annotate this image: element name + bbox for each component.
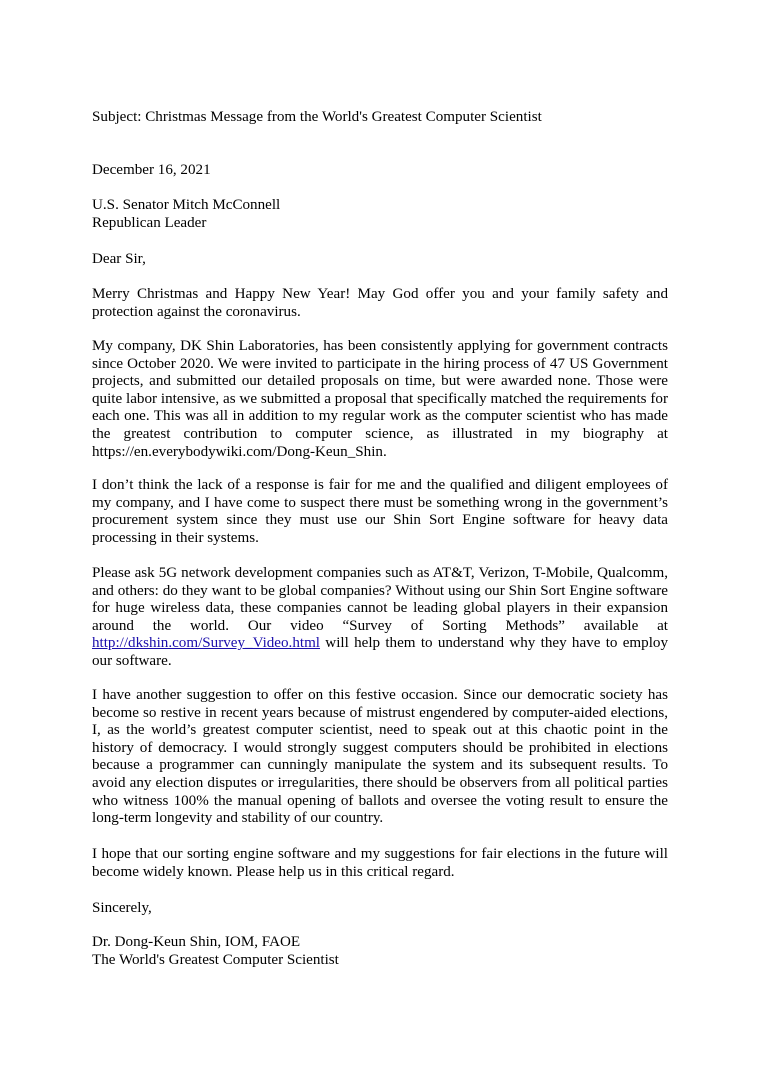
recipient-name: U.S. Senator Mitch McConnell <box>92 197 281 213</box>
letter-closing: Sincerely, <box>92 900 152 916</box>
paragraph-election-suggestion: I have another suggestion to offer on this festive occasion. Since our democratic society has become so restive in recent years because of mistrust engendered by computer-aided elections, I, as the world’s greatest computer scientist, need to speak out at this chaotic point in the history of democracy. I would strongly suggest computers should be prohibited in elections because a programmer can cunningly manipulate the system and its subsequent results. To avoid any election disputes or irregularities, there should be observers from all political parties who witness 100% the manual opening of ballots and oversee the voting result to ensure the long-term longevity and stability of our country. <box>92 687 668 827</box>
letter-subject: Subject: Christmas Message from the World's Greatest Computer Scientist <box>92 109 542 125</box>
survey-video-link[interactable]: http://dkshin.com/Survey_Video.html <box>92 635 321 652</box>
paragraph-5g-text-before: Please ask 5G network development companies such as AT&T, Verizon, T-Mobile, Qualcomm, and others: do they want to be global companies? Without using our Shin Sort Engine software for huge wireless data, these companies cannot be leading global players in their expansion around the world. Our video “Survey of Sorting Methods” available at <box>92 565 668 634</box>
signature-name: Dr. Dong-Keun Shin, IOM, FAOE <box>92 934 301 950</box>
paragraph-greeting: Merry Christmas and Happy New Year! May God offer you and your family safety and protection against the coronavirus. <box>92 286 668 320</box>
paragraph-5g-text-after: will help them to understand why they have to employ our software. <box>92 635 668 669</box>
salutation: Dear Sir, <box>92 251 146 267</box>
paragraph-5g-companies <box>92 565 668 671</box>
signature-block <box>92 934 339 969</box>
paragraph-closing-hope: I hope that our sorting engine software and my suggestions for fair elections in the future will become widely known. Please help us in this critical regard. <box>92 846 668 880</box>
recipient-block <box>92 197 280 232</box>
paragraph-procurement-concern: I don’t think the lack of a response is fair for me and the qualified and diligent employees of my company, and I have come to suspect there must be something wrong in the government’s procurement system since they must use our Shin Sort Engine software for heavy data processing in their systems. <box>92 477 668 546</box>
recipient-title: Republican Leader <box>92 214 207 231</box>
letter-date: December 16, 2021 <box>92 162 211 178</box>
paragraph-company-contracts: My company, DK Shin Laboratories, has been consistently applying for government contracts since October 2020. We were invited to participate in the hiring process of 47 US Government projects, and submitted our detailed proposals on time, but were awarded none. Those were quite labor intensive, as we submitted a proposal that specifically matched the requirements for each one. This was all in addition to my regular work as the computer scientist who has made the greatest contribution to computer science, as illustrated in my biography at https://en.everybodywiki.com/Dong-Keun_Shin. <box>92 338 668 460</box>
signature-title: The World's Greatest Computer Scientist <box>92 951 339 968</box>
